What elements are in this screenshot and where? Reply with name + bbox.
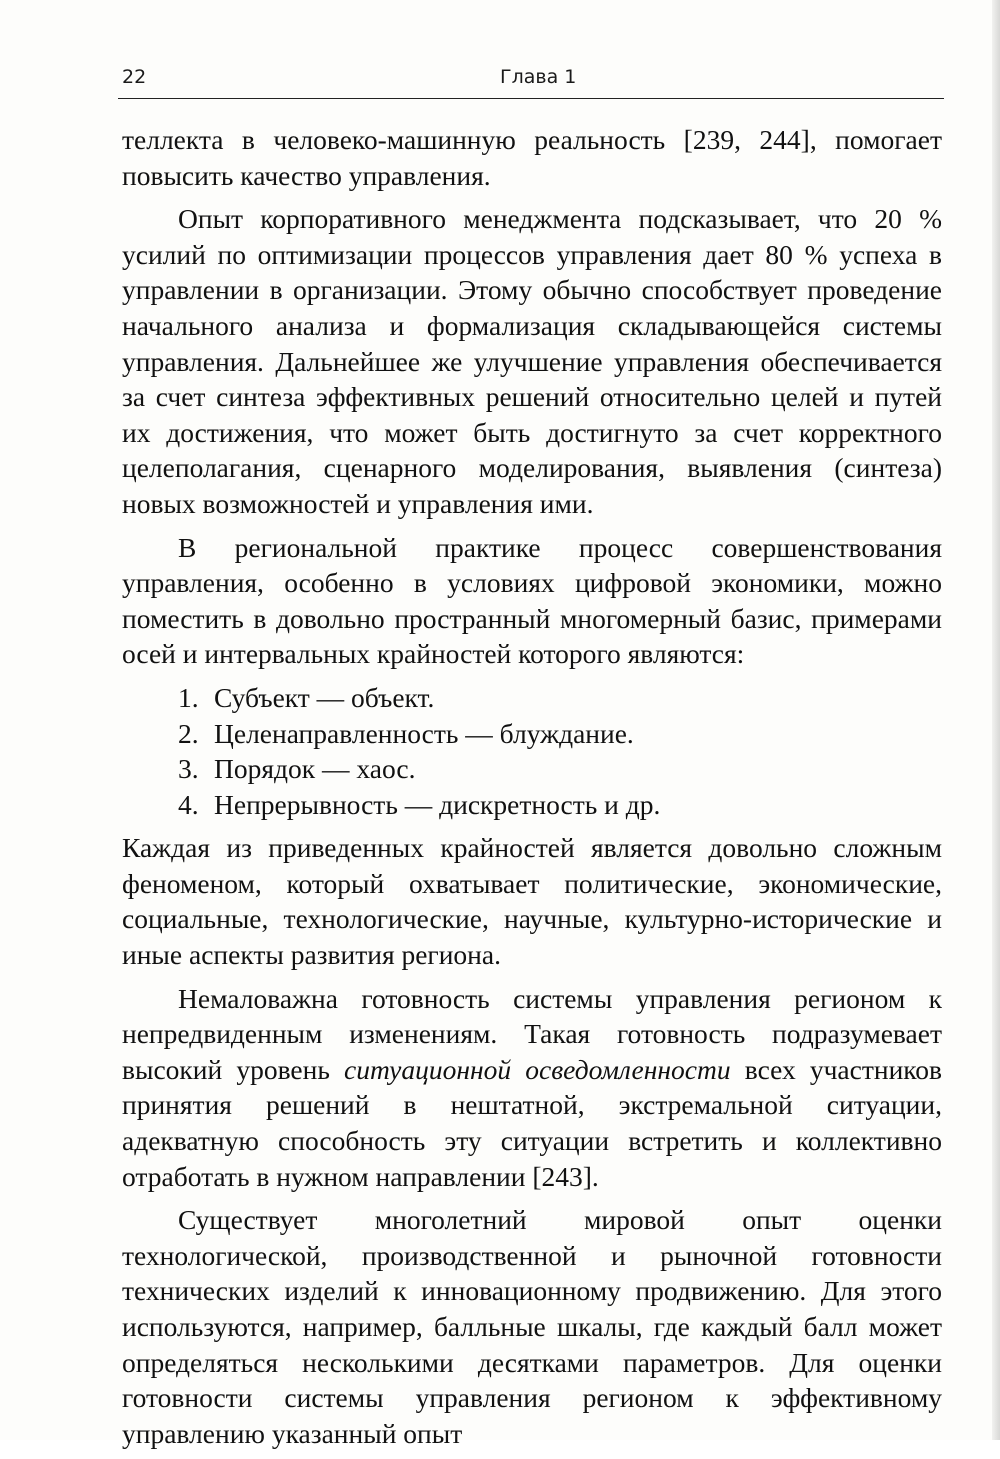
list-item: [178, 787, 942, 823]
list-item: [178, 716, 942, 752]
paragraph-4: Каждая из приведенных крайностей является довольно сложным феноменом, который охватывает политические, экономические, социальные, технологические, научные, культурно-исторические и иные аспекты развития региона.: [122, 832, 942, 971]
page-edge-shadow: [992, 0, 1000, 1440]
paragraph-6: Существует многолетний мировой опыт оценки технологической, производственной и рыночной готовности технических изделий к инновационному продвижению. Для этого используются, например, балльные шкалы, где каждый балл может определяться несколькими десятками параметров. Для оценки готовности системы управления регионом к эффективному управлению указанный опыт: [122, 1204, 942, 1449]
paragraph-2: Опыт корпоративного менеджмента подсказывает, что 20 % усилий по оптимизации процессов управления дает 80 % успеха в управлении в организации. Этому обычно способствует проведение начального анализа и формализация складывающейся системы управления. Дальнейшее же улучшение управления обеспечивается за счет синтеза эффективных решений относительно целей и путей их достижения, что может быть достигнуто за счет корректного целеполагания, сценарного моделирования, выявления (синтеза) новых возможностей и управления ими.: [122, 203, 942, 519]
italic-term: ситуационной осведомленности: [344, 1053, 731, 1085]
paragraph-5-start: Немаловажна готовность системы управления регионом к непредвиденным изменениям. Такая готовность подразумевает высокий уровень: [122, 982, 942, 1085]
list-item-number: 1.: [178, 681, 199, 713]
list-item-number: 2.: [178, 717, 199, 749]
list-item-text: Целенаправленность — блуждание.: [214, 717, 634, 749]
chapter-title: Глава 1: [500, 66, 577, 88]
header-rule: [118, 98, 944, 99]
paragraph-5: [122, 981, 942, 1195]
numbered-list: [122, 680, 942, 822]
paragraph-1: теллекта в человеко-машинную реальность [239, 244], помогает повысить качество управления.: [122, 124, 942, 191]
list-item-number: 3.: [178, 753, 199, 785]
body-text: [122, 122, 942, 1459]
list-item: [178, 680, 942, 716]
list-item-number: 4.: [178, 788, 199, 820]
paragraph-3: В региональной практике процесс совершенствования управления, особенно в условиях цифровой экономики, можно поместить в довольно пространный многомерный базис, примерами осей и интервальных крайностей которого являются:: [122, 531, 942, 670]
list-item: [178, 751, 942, 787]
list-item-text: Непрерывность — дискретность и др.: [214, 788, 661, 820]
page-number: 22: [122, 66, 147, 88]
list-item-text: Порядок — хаос.: [214, 753, 416, 785]
paragraph-5-end: всех участников принятия решений в нештатной, экстремальной ситуации, адекватную способность эту ситуации встретить и коллективно отработать в нужном направлении [243].: [122, 1053, 942, 1192]
list-item-text: Субъект — объект.: [214, 681, 435, 713]
running-head: [122, 66, 942, 98]
